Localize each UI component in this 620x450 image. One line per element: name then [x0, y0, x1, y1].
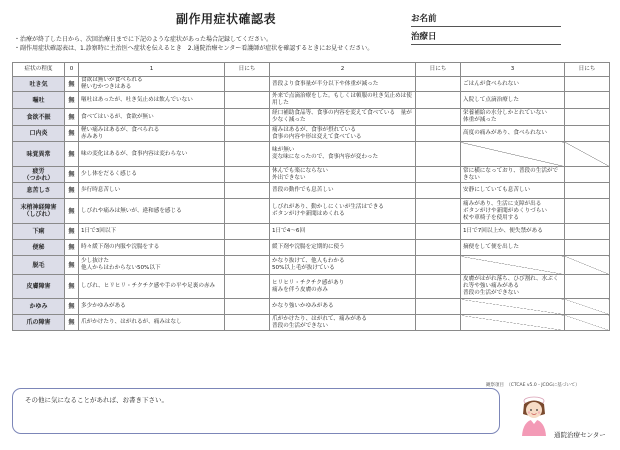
grade-3-cell: 1日で7回以上か、便失禁がある: [461, 224, 565, 240]
table-row: [13, 240, 610, 256]
date-3-cell[interactable]: [565, 240, 610, 256]
date-1-cell[interactable]: [225, 142, 270, 167]
grade-1-cell: 1日で3回以下: [79, 224, 225, 240]
symptom-cell: かゆみ: [13, 299, 65, 315]
grade-2-cell: 休んでも楽にならない 外出できない: [270, 167, 416, 183]
grade-2-cell: 1日で4〜6回: [270, 224, 416, 240]
symptom-cell: 息苦しさ: [13, 183, 65, 199]
table-row: [13, 126, 610, 142]
symptom-cell: 下痢: [13, 224, 65, 240]
date-2-cell[interactable]: [416, 224, 461, 240]
table-row: [13, 142, 610, 167]
grade-2-cell: しびれがあり、動かしにくいが生活はできる ボタンがけや新聞はめくれる: [270, 199, 416, 224]
header-grade-0: 0: [65, 63, 79, 77]
grade-1-cell: 爪がかけたり、はがれるが、痛みはなし: [79, 315, 225, 331]
grade-2-cell: 経口補助食品等、食事の内容を変えて食べている 量が少なく減った: [270, 109, 416, 126]
date-1-cell[interactable]: [225, 126, 270, 142]
date-1-cell[interactable]: [225, 183, 270, 199]
grade-1-cell: 少し体をだるく感じる: [79, 167, 225, 183]
table-header-row: [13, 63, 610, 77]
header-date-2: 日にち: [416, 63, 461, 77]
table-row: [13, 299, 610, 315]
grade-2-cell: 普段の動作でも息苦しい: [270, 183, 416, 199]
grade-0-cell: 無: [65, 315, 79, 331]
symptom-cell: 末梢神経障害 （しびれ）: [13, 199, 65, 224]
grade-0-cell: 無: [65, 92, 79, 109]
grade-2-cell: かなり強いかゆみがある: [270, 299, 416, 315]
table-body: [13, 77, 610, 331]
date-2-cell[interactable]: [416, 275, 461, 299]
date-2-cell[interactable]: [416, 299, 461, 315]
grade-3-cell: 栄養補給の水分しかとれていない 体重が減った: [461, 109, 565, 126]
grade-0-cell: 無: [65, 275, 79, 299]
table-row: [13, 256, 610, 275]
comment-box[interactable]: [12, 388, 500, 434]
grade-1-cell: 味の変化はあるが、食事内容は変わらない: [79, 142, 225, 167]
date-3-cell: [565, 256, 610, 275]
grade-0-cell: 無: [65, 142, 79, 167]
date-2-cell[interactable]: [416, 126, 461, 142]
table-row: [13, 199, 610, 224]
grade-1-cell: 時々緩下剤の内服や浣腸をする: [79, 240, 225, 256]
date-2-cell[interactable]: [416, 77, 461, 92]
grade-3-cell: 常に横になっており、普段の生活ができない: [461, 167, 565, 183]
grade-0-cell: 無: [65, 199, 79, 224]
grade-3-cell: [461, 299, 565, 315]
grade-3-cell: 摘便をして便を出した: [461, 240, 565, 256]
date-1-cell[interactable]: [225, 256, 270, 275]
date-3-cell[interactable]: [565, 199, 610, 224]
symptom-cell: 吐き気: [13, 77, 65, 92]
grade-0-cell: 無: [65, 77, 79, 92]
date-3-cell[interactable]: [565, 77, 610, 92]
grade-1-cell: 多少かゆみがある: [79, 299, 225, 315]
date-2-cell[interactable]: [416, 183, 461, 199]
table-row: [13, 315, 610, 331]
header-grade-2: 2: [270, 63, 416, 77]
symptom-cell: 味覚異常: [13, 142, 65, 167]
header-grade-1: 1: [79, 63, 225, 77]
date-2-cell[interactable]: [416, 240, 461, 256]
date-2-cell[interactable]: [416, 167, 461, 183]
date-2-cell[interactable]: [416, 142, 461, 167]
instruction-line: ・副作用症状確認表は、1.診察時に主治医へ症状を伝えるとき 2.通院治療センター看護師が症状を確認するときにお見せください。: [14, 45, 374, 52]
grade-0-cell: 無: [65, 299, 79, 315]
date-1-cell[interactable]: [225, 315, 270, 331]
grade-2-cell: 痛みはあるが、食事が摂れている 食事の内容や形は変えて食べている: [270, 126, 416, 142]
table-row: [13, 109, 610, 126]
date-3-cell[interactable]: [565, 183, 610, 199]
date-1-cell[interactable]: [225, 299, 270, 315]
date-3-cell[interactable]: [565, 167, 610, 183]
grade-0-cell: 無: [65, 256, 79, 275]
symptom-cell: 爪の障害: [13, 315, 65, 331]
grade-0-cell: 無: [65, 240, 79, 256]
date-1-cell[interactable]: [225, 224, 270, 240]
grade-3-cell: 皮膚がはがれ落ち、ひび割れ、水ぶくれ等や強い痛みがある 普段の生活ができない: [461, 275, 565, 299]
symptom-table: [12, 62, 610, 331]
name-label: お名前: [411, 14, 437, 24]
grade-1-cell: しびれ、ヒリヒリ・チクチク感や手の平や足裏の赤み: [79, 275, 225, 299]
instructions: [14, 35, 373, 53]
grade-3-cell: [461, 315, 565, 331]
date-3-cell[interactable]: [565, 92, 610, 109]
grade-0-cell: 無: [65, 224, 79, 240]
symptom-cell: 口内炎: [13, 126, 65, 142]
grade-1-cell: 歩行時息苦しい: [79, 183, 225, 199]
grade-0-cell: 無: [65, 126, 79, 142]
date-1-cell[interactable]: [225, 199, 270, 224]
table-row: [13, 167, 610, 183]
grade-3-cell: 安静にしていても息苦しい: [461, 183, 565, 199]
grade-3-cell: 高度の痛みがあり、食べられない: [461, 126, 565, 142]
grade-2-cell: かなり抜けて、他人もわかる 50%以上毛が抜けている: [270, 256, 416, 275]
grade-3-cell: 痛みがあり、生活に支障が出る ボタンがけや新聞がめくりづらい 杖や車椅子を使用する: [461, 199, 565, 224]
date-3-cell[interactable]: [565, 275, 610, 299]
date-2-cell[interactable]: [416, 92, 461, 109]
grade-1-cell: 少し抜けた 他人からはわからない50%以下: [79, 256, 225, 275]
table-row: [13, 183, 610, 199]
comment-label: その他に気になることがあれば、お書き下さい。: [25, 396, 168, 404]
grade-0-cell: 無: [65, 167, 79, 183]
grade-2-cell: 爪がかけたり、はがれて、痛みがある 普段の生活ができない: [270, 315, 416, 331]
grade-3-cell: ごはんが食べられない: [461, 77, 565, 92]
symptom-cell: 嘔吐: [13, 92, 65, 109]
grade-2-cell: ヒリヒリ・チクチク感があり 痛みを伴う皮膚の赤み: [270, 275, 416, 299]
date-2-cell[interactable]: [416, 109, 461, 126]
date-3-cell: [565, 142, 610, 167]
date-2-cell[interactable]: [416, 315, 461, 331]
table-row: [13, 92, 610, 109]
header-date-1: 日にち: [225, 63, 270, 77]
date-1-cell[interactable]: [225, 275, 270, 299]
date-3-cell[interactable]: [565, 224, 610, 240]
date-3-cell[interactable]: [565, 109, 610, 126]
grade-1-cell: 嘔吐はあったが、吐き気止めは飲んでいない: [79, 92, 225, 109]
date-1-cell[interactable]: [225, 92, 270, 109]
table-row: [13, 224, 610, 240]
grade-1-cell: 食べてはいるが、食欲が無い: [79, 109, 225, 126]
symptom-cell: 便秘: [13, 240, 65, 256]
symptom-cell: 皮膚障害: [13, 275, 65, 299]
table-footnote: 観察項目 （CTCAE v5.0・JCOGに基づいて）: [486, 383, 580, 388]
date-label: 治療日: [411, 32, 437, 42]
date-3-cell: [565, 315, 610, 331]
patient-name-field[interactable]: [411, 12, 561, 27]
header-grade-3: 3: [461, 63, 565, 77]
date-1-cell[interactable]: [225, 77, 270, 92]
grade-0-cell: 無: [65, 109, 79, 126]
grade-3-cell: 入院して点滴治療した: [461, 92, 565, 109]
grade-2-cell: 緩下剤や浣腸を定期的に使う: [270, 240, 416, 256]
table-row: [13, 77, 610, 92]
grade-2-cell: 外来で点滴治療をした。もしくは頓服の吐き気止めは使用した: [270, 92, 416, 109]
instruction-line: ・治療が終了した日から、次回治療日までに下記のような症状があった場合記録してください。: [14, 36, 272, 43]
grade-1-cell: 軽い痛みはあるが、食べられる 赤みあり: [79, 126, 225, 142]
header-symptom: 症状の程度: [13, 63, 65, 77]
symptom-cell: 脱毛: [13, 256, 65, 275]
symptom-cell: 食欲不振: [13, 109, 65, 126]
date-2-cell[interactable]: [416, 256, 461, 275]
grade-2-cell: 普段より食事量が半分以下や体重が減った: [270, 77, 416, 92]
nurse-illustration-icon: [514, 392, 554, 436]
center-name: 通院治療センター: [554, 431, 606, 439]
grade-3-cell: [461, 142, 565, 167]
symptom-cell: 疲労 （つかれ）: [13, 167, 65, 183]
grade-1-cell: 食欲は無いが食べられる 軽いむかつきはある: [79, 77, 225, 92]
page-title: 副作用症状確認表: [176, 12, 277, 26]
grade-2-cell: 味が無い 変な味になったので、食事内容が変わった: [270, 142, 416, 167]
grade-1-cell: しびれや痛みは無いが、違和感を感じる: [79, 199, 225, 224]
date-1-cell[interactable]: [225, 109, 270, 126]
date-3-cell: [565, 299, 610, 315]
grade-3-cell: [461, 256, 565, 275]
date-3-cell[interactable]: [565, 126, 610, 142]
header-date-3: 日にち: [565, 63, 610, 77]
table-row: [13, 275, 610, 299]
date-1-cell[interactable]: [225, 240, 270, 256]
date-2-cell[interactable]: [416, 199, 461, 224]
treatment-date-field[interactable]: [411, 30, 561, 45]
grade-0-cell: 無: [65, 183, 79, 199]
date-1-cell[interactable]: [225, 167, 270, 183]
